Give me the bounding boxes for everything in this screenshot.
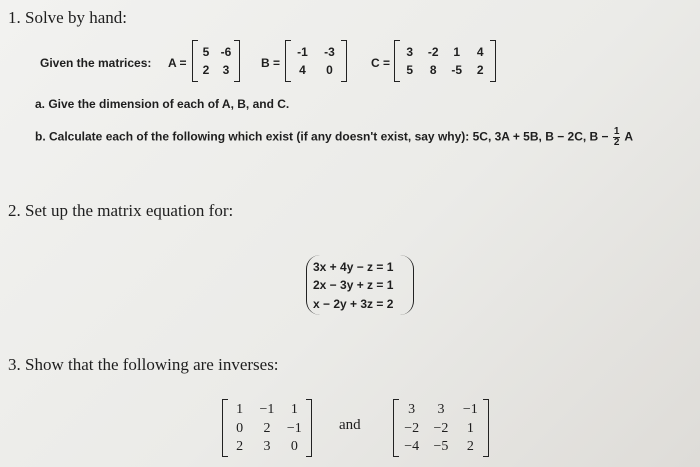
matrix-c-cell: 1 (453, 44, 461, 59)
inverse-matrix-1-cell: 0 (236, 420, 244, 436)
matrix-b-cell: 0 (326, 63, 333, 78)
inverse-matrix-2-cell: 2 (466, 439, 474, 455)
matrix-a-cell: 5 (202, 44, 210, 59)
inverse-matrix-1-cell: 2 (263, 420, 271, 436)
inverse-matrix-2-cell: 3 (437, 401, 445, 417)
fraction-denominator: 2 (613, 137, 620, 148)
inverse-matrix-1-cell: 2 (236, 439, 244, 455)
equation-system (306, 255, 414, 315)
inverse-matrix-2-cell: −1 (462, 401, 478, 417)
problem-2-heading: 2. Set up the matrix equation for: (8, 201, 234, 220)
inverse-matrix-2-cell: −4 (404, 439, 420, 455)
inverse-matrix-1-cell: 0 (290, 439, 298, 455)
problem-3-heading: 3. Show that the following are inverses: (8, 355, 279, 374)
inverse-matrix-1-cell: 1 (290, 401, 298, 417)
equation-1: 3x + 4y − z = 1 (313, 259, 394, 274)
inverse-matrix-1-cell: −1 (259, 401, 275, 417)
matrix-c-label: C = (371, 56, 391, 70)
inverse-matrix-1-cell: −1 (286, 420, 302, 436)
matrix-c (394, 40, 496, 82)
inverse-matrix-2-cell: −5 (433, 439, 449, 455)
inverse-matrix-1-cell: 1 (236, 401, 244, 417)
and-connector: and (339, 417, 361, 433)
matrix-b-cell: -1 (297, 44, 308, 59)
part-a-text: a. Give the dimension of each of A, B, and C. (35, 97, 290, 111)
matrix-a-cell: 3 (222, 63, 230, 78)
matrix-c-cell: 4 (476, 44, 484, 59)
inverse-matrix-2-cell: −2 (433, 420, 449, 436)
fraction-numerator: 1 (613, 126, 620, 137)
matrix-a-cell: -6 (220, 44, 232, 59)
inverse-matrix-1-cell: 3 (263, 439, 271, 455)
problem-1-heading: 1. Solve by hand: (8, 8, 127, 27)
inverse-matrix-1 (222, 399, 312, 457)
one-half-fraction (613, 127, 621, 148)
matrix-a-label: A = (168, 56, 187, 70)
matrix-c-cell: 3 (406, 44, 414, 59)
equation-2: 2x − 3y + z = 1 (313, 278, 394, 292)
inverse-matrix-2-cell: −2 (404, 420, 420, 436)
inverse-matrix-2-cell: 1 (466, 420, 474, 436)
matrix-c-cell: 8 (429, 63, 437, 78)
matrix-c-cell: -5 (451, 63, 463, 78)
matrix-c-cell: 5 (406, 63, 414, 78)
matrix-b-cell: -3 (324, 44, 335, 59)
matrix-b-label: B = (261, 56, 281, 70)
equation-3: x − 2y + 3z = 2 (313, 296, 394, 311)
part-b-text (35, 127, 633, 148)
given-matrices-label: Given the matrices: (40, 56, 152, 70)
matrix-c-cell: -2 (427, 44, 439, 59)
matrix-b (285, 40, 347, 82)
matrix-c-cell: 2 (476, 63, 484, 78)
part-b-question: b. Calculate each of the following which exist (if any doesn't exist, say why): 5C, 3A + 5B, B − 2C, B − (35, 129, 609, 144)
inverse-matrix-2 (393, 399, 489, 457)
matrix-a (192, 40, 240, 82)
matrix-a-cell: 2 (202, 63, 210, 78)
matrix-b-cell: 4 (299, 63, 306, 78)
fraction-tail: A (624, 129, 634, 144)
inverse-matrix-2-cell: 3 (408, 401, 416, 417)
